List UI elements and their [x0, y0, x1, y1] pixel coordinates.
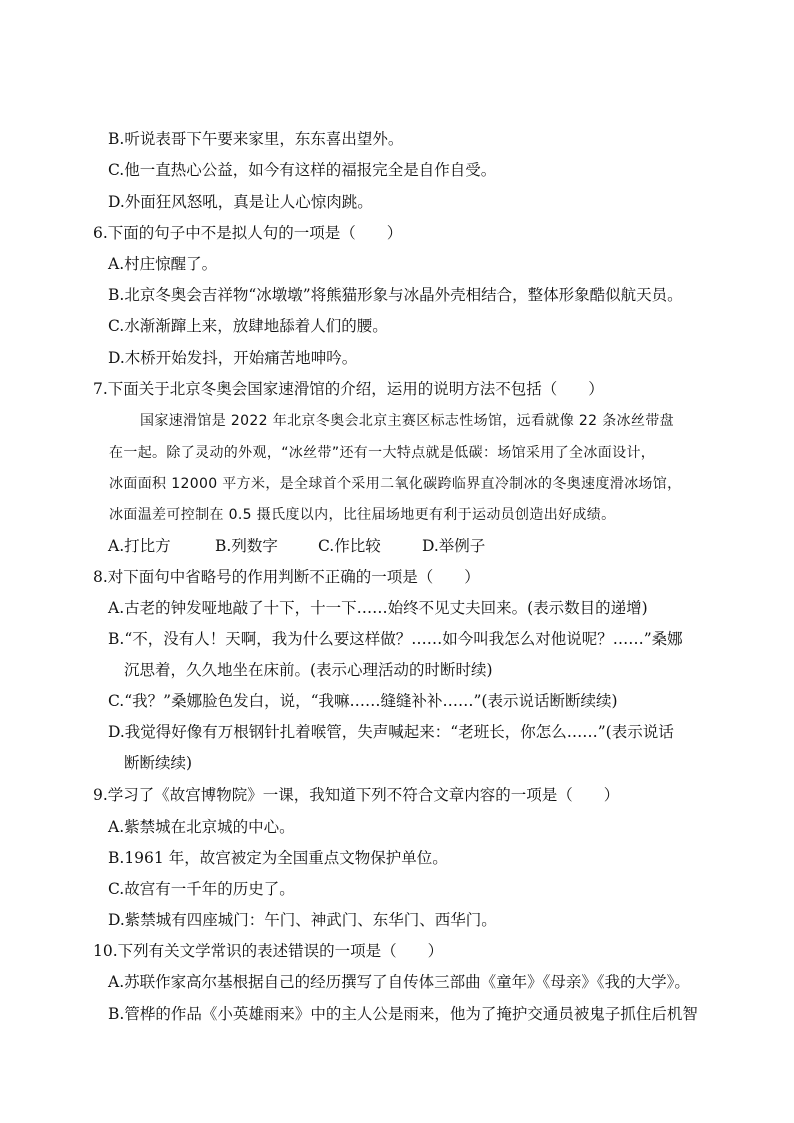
- q8-option-d: D.我觉得好像有万根钢针扎着喉管，失声喊起来：“老班长，你怎么……”(表示说话: [108, 723, 674, 741]
- q8-option-b: B.“不，没有人！天啊，我为什么要这样做？……如今叫我怎么对他说呢？……”桑娜: [108, 630, 683, 648]
- q8-option-b-cont: 沉思着，久久地坐在床前。(表示心理活动的时断时续): [124, 661, 493, 679]
- q7-choice-a: A.打比方: [108, 537, 171, 555]
- q7-choice-d: D.举例子: [422, 537, 486, 555]
- q9-stem: 9.学习了《故宫博物院》一课，我知道下列不符合文章内容的一项是（ ）: [93, 786, 620, 804]
- q5-option-d: D.外面狂风怒吼，真是让人心惊肉跳。: [108, 193, 373, 211]
- q6-option-c: C.水渐渐蹿上来，放肆地舔着人们的腰。: [108, 317, 388, 335]
- q7-passage-line-3: 冰面面积 12000 平方米，是全球首个采用二氧化碳跨临界直冷制冰的冬奥速度滑冰场馆，: [109, 476, 682, 492]
- q7-choice-c: C.作比较: [318, 537, 381, 555]
- q6-option-b: B.北京冬奥会吉祥物“冰墩墩”将熊猫形象与冰晶外壳相结合，整体形象酷似航天员。: [108, 286, 683, 304]
- q9-option-a: A.紫禁城在北京城的中心。: [108, 818, 295, 836]
- q8-stem: 8.对下面句中省略号的作用判断不正确的一项是（ ）: [93, 568, 480, 586]
- q8-option-d-cont: 断断续续): [124, 754, 193, 772]
- q8-option-a: A.古老的钟发哑地敲了十下，十一下……始终不见丈夫回来。(表示数目的递增): [108, 599, 648, 617]
- q7-passage-line-4: 冰面温差可控制在 0.5 摄氏度以内，比往届场地更有利于运动员创造出好成绩。: [109, 507, 616, 523]
- q10-option-b: B.管桦的作品《小英雄雨来》中的主人公是雨来，他为了掩护交通员被鬼子抓住后机智: [108, 1005, 698, 1023]
- q7-passage-line-1: 国家速滑馆是 2022 年北京冬奥会北京主赛区标志性场馆，远看就像 22 条冰丝带盘: [140, 413, 674, 429]
- q5-option-c: C.他一直热心公益，如今有这样的福报完全是自作自受。: [108, 161, 497, 179]
- q10-option-a: A.苏联作家高尔基根据自己的经历撰写了自传体三部曲《童年》《母亲》《我的大学》。: [108, 973, 690, 991]
- q7-passage-line-2: 在一起。除了灵动的外观，“冰丝带”还有一大特点就是低碳：场馆采用了全冰面设计，: [109, 445, 656, 461]
- q6-option-d: D.木桥开始发抖，开始痛苦地呻吟。: [108, 349, 358, 367]
- q7-stem: 7.下面关于北京冬奥会国家速滑馆的介绍，运用的说明方法不包括（ ）: [93, 380, 604, 398]
- q6-option-a: A.村庄惊醒了。: [108, 255, 218, 273]
- q9-option-c: C.故宫有一千年的历史了。: [108, 880, 295, 898]
- q9-option-b: B.1961 年，故宫被定为全国重点文物保护单位。: [108, 849, 448, 867]
- q6-stem: 6.下面的句子中不是拟人句的一项是（ ）: [93, 224, 403, 242]
- q9-option-d: D.紫禁城有四座城门：午门、神武门、东华门、西华门。: [108, 911, 497, 929]
- q5-option-b: B.听说表哥下午要来家里，东东喜出望外。: [108, 130, 404, 148]
- q10-stem: 10.下列有关文学常识的表述错误的一项是（ ）: [93, 942, 444, 960]
- q8-option-c: C.“我？”桑娜脸色发白，说，“我嘛……缝缝补补……”(表示说话断断续续): [108, 692, 618, 710]
- q7-choice-b: B.列数字: [215, 537, 278, 555]
